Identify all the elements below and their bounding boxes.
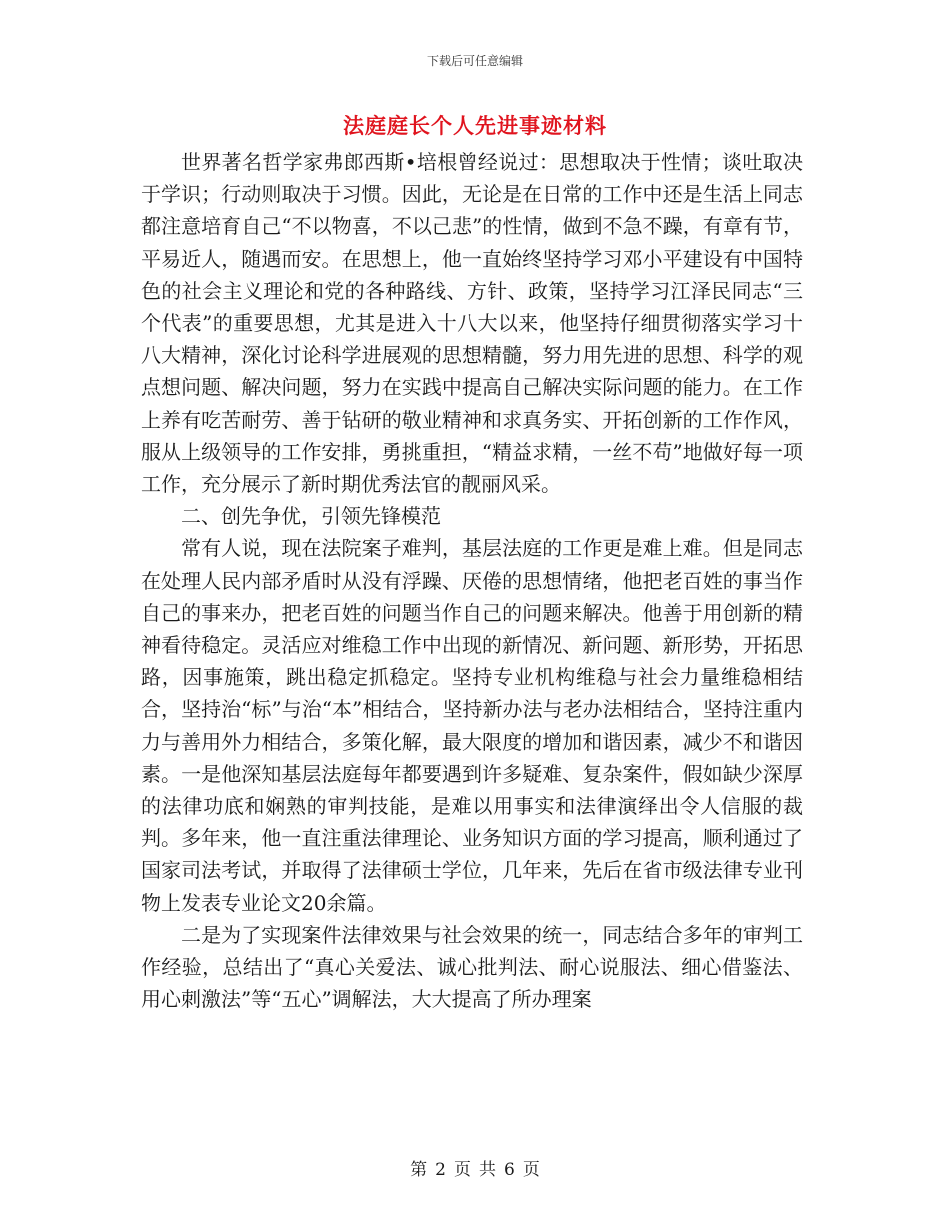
footer-suffix: 页: [522, 1160, 540, 1180]
footer-total-word: 共: [479, 1160, 496, 1180]
document-body: [141, 146, 803, 1015]
footer-prefix: 第: [410, 1160, 428, 1180]
paragraph-intro: 世界著名哲学家弗郎西斯•培根曾经说过：思想取决于性情；谈吐取决于学识；行动则取决于习惯。因此，无论是在日常的工作中还是生活上同志都注意培育自己“不以物喜，不以己悲”的性情，做到不急不躁，有章有节，平易近人，随遇而安。在思想上，他一直始终坚持学习邓小平建设有中国特色的社会主义理论和党的各种路线、方针、政策，坚持学习江泽民同志“三个代表”的重要思想，尤其是进入十八大以来，他坚持仔细贯彻落实学习十八大精神，深化讨论科学进展观的思想精髓，努力用先进的思想、科学的观点想问题、解决问题，努力在实践中提高自己解决实际问题的能力。在工作上养有吃苦耐劳、善于钻研的敬业精神和求真务实、开拓创新的工作作风，服从上级领导的工作安排，勇挑重担，“精益求精，一丝不苟”地做好每一项工作，充分展示了新时期优秀法官的靓丽风采。: [141, 150, 803, 497]
page-number-footer: [0, 1155, 950, 1180]
document-title: 法庭庭长个人先进事迹材料: [343, 114, 607, 138]
paragraph-section-2: 常有人说，现在法院案子难判，基层法庭的工作更是难上难。但是同志在处理人民内部矛盾时从没有浮躁、厌倦的思想情绪，他把老百姓的事当作自己的事来办，把老百姓的问题当作自己的问题来解决。他善于用创新的精神看待稳定。灵活应对维稳工作中出现的新情况、新问题、新形势，开拓思路，因事施策，跳出稳定抓稳定。坚持专业机构维稳与社会力量维稳相结合，坚持治“标”与治“本”相结合，坚持新办法与老办法相结合，坚持注重内力与善用外力相结合，多策化解，最大限度的增加和谐因素，减少不和谐因素。一是他深知基层法庭每年都要遇到许多疑难、复杂案件，假如缺少深厚的法律功底和娴熟的审判技能，是难以用事实和法律演绎出令人信服的裁判。多年来，他一直注重法律理论、业务知识方面的学习提高，顺利通过了国家司法考试，并取得了法律硕士学位，几年来，先后在省市级法律专业刊物上发表专业论文20余篇。: [141, 536, 803, 915]
paragraph-second-point: 二是为了实现案件法律效果与社会效果的统一，同志结合多年的审判工作经验，总结出了“真心关爱法、诚心批判法、耐心说服法、细心借鉴法、用心刺激法”等“五心”调解法，大大提高了所办理案: [141, 922, 803, 1012]
footer-current-page: 2: [435, 1160, 446, 1180]
page-header-note: 下载后可任意编辑: [426, 54, 523, 68]
section-heading-2: 二、创先争优，引领先锋模范: [181, 504, 441, 529]
footer-page-word: 页: [454, 1160, 471, 1180]
footer-total-pages: 6: [504, 1160, 515, 1180]
